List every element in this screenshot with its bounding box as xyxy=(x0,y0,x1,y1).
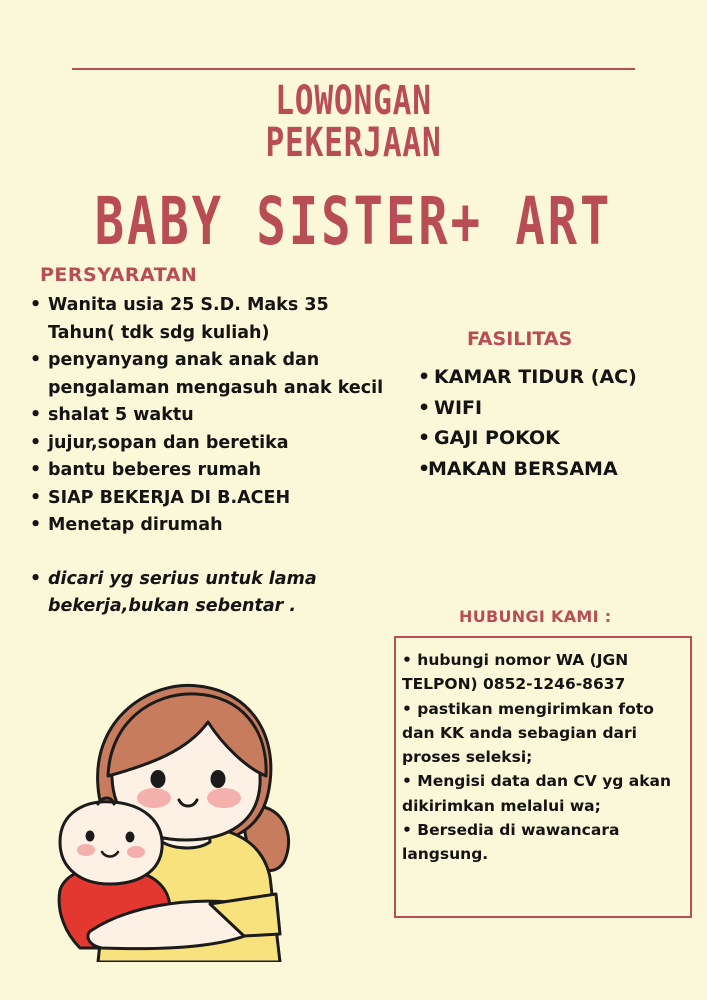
requirements-heading: PERSYARATAN xyxy=(40,264,198,286)
facility-item xyxy=(418,454,688,485)
contact-heading: HUBUNGI KAMI : xyxy=(459,607,612,626)
facility-item xyxy=(418,423,688,454)
requirement-note: • dicari yg serius untuk lama bekerja,bukan sebentar . xyxy=(28,566,388,621)
requirement-item: • Wanita usia 25 S.D. Maks 35 Tahun( tdk sdg kuliah) xyxy=(28,292,388,347)
top-divider xyxy=(72,68,635,70)
facility-label: MAKAN BERSAMA xyxy=(428,457,618,480)
contact-box xyxy=(394,636,692,918)
contact-item: • pastikan mengirimkan foto dan KK anda sebagian dari proses seleksi; xyxy=(402,699,654,767)
facilities-heading: FASILITAS xyxy=(467,328,573,350)
requirement-item: • shalat 5 waktu xyxy=(28,402,388,430)
facility-label: WIFI xyxy=(434,396,483,419)
requirement-item: • Menetap dirumah xyxy=(28,512,388,540)
requirement-item: • jujur,sopan dan beretika xyxy=(28,430,388,458)
facility-item xyxy=(418,393,688,424)
bullet-icon: • xyxy=(418,396,431,419)
facility-label: GAJI POKOK xyxy=(434,427,560,449)
facility-label: KAMAR TIDUR (AC) xyxy=(434,366,637,388)
requirements-list xyxy=(28,292,388,621)
requirement-item: • bantu beberes rumah xyxy=(28,457,388,485)
title-job-position: BABY SISTER+ ART xyxy=(94,183,613,260)
title-pekerjaan: PEKERJAAN xyxy=(265,120,442,166)
facilities-list xyxy=(418,362,688,484)
bullet-icon: • xyxy=(418,427,431,449)
facility-item xyxy=(418,362,688,393)
bullet-icon: • xyxy=(418,457,431,480)
contact-item: • hubungi nomor WA (JGN TELPON) 0852-1246-8637 xyxy=(402,651,629,694)
requirement-item: • penyanyang anak anak dan pengalaman mengasuh anak kecil xyxy=(28,347,388,402)
requirement-item: • SIAP BEKERJA DI B.ACEH xyxy=(28,485,388,513)
contact-item: • Mengisi data dan CV yg akan dikirimkan melalui wa; xyxy=(402,772,672,815)
contact-item: • Bersedia di wawancara langsung. xyxy=(402,821,620,864)
bullet-icon: • xyxy=(418,366,431,388)
mother-holding-baby-illustration xyxy=(40,672,310,962)
title-lowongan: LOWONGAN xyxy=(275,78,432,124)
